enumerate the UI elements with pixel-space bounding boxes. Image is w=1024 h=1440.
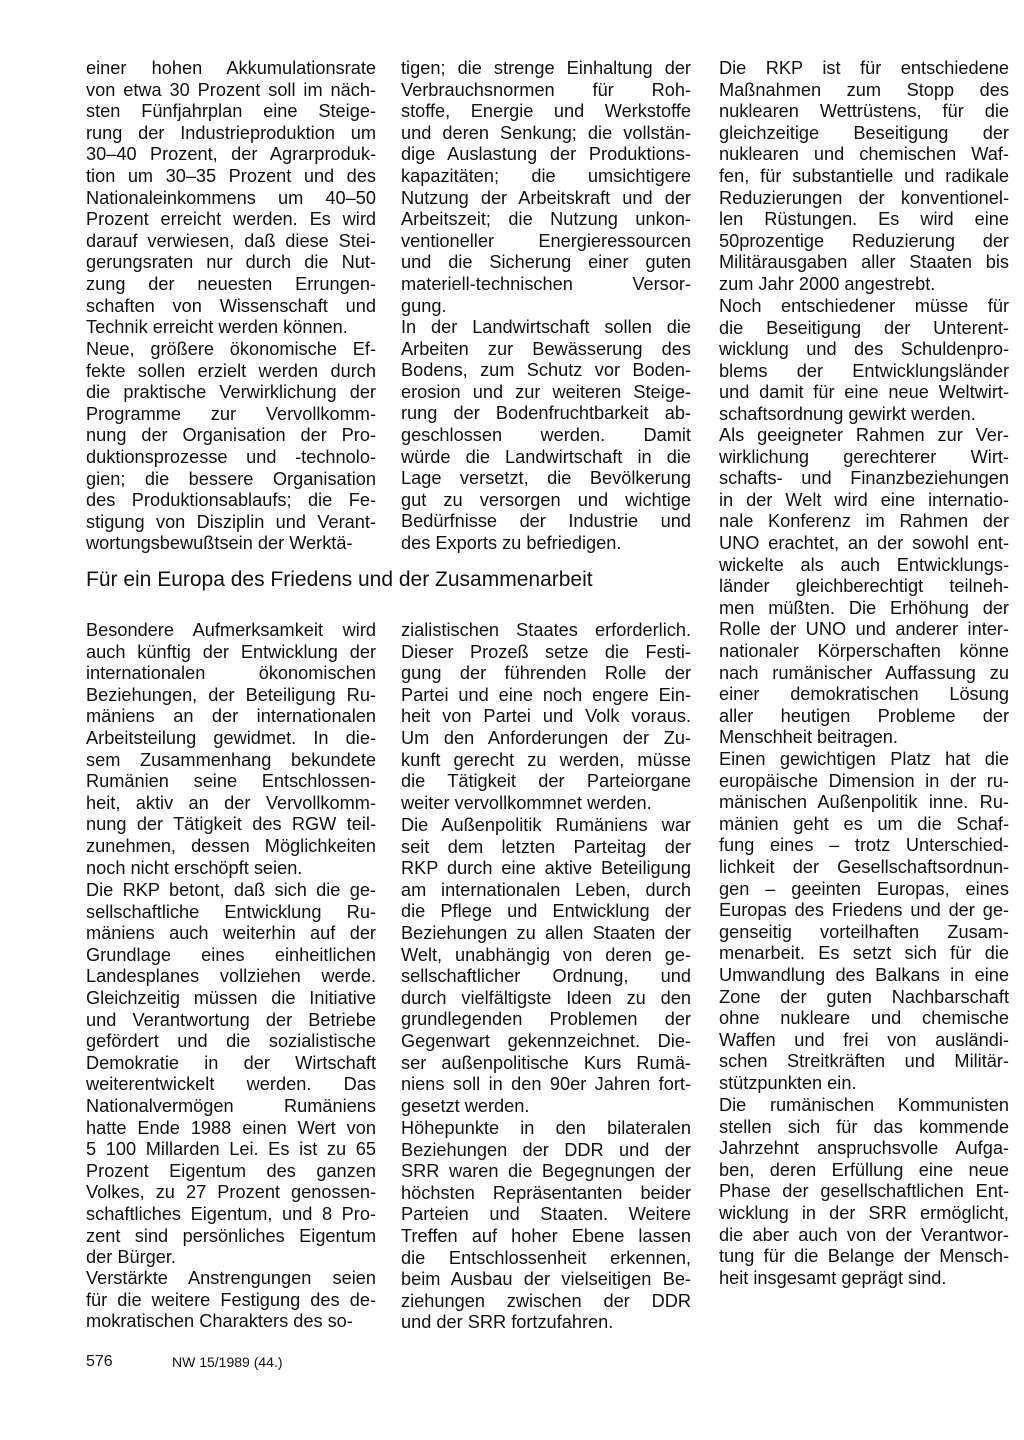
text-line: Verstärkte Anstrengungen seien: [86, 1268, 376, 1288]
text-line: fekte sollen erzielt werden durch: [86, 360, 376, 381]
text-line: weiter vervollkommnet werden.: [401, 792, 652, 813]
paragraph: [719, 749, 1009, 1095]
paragraph: [86, 1268, 376, 1333]
text-line: durch vielfältigste Ideen zu den: [401, 987, 691, 1008]
text-line: die praktische Verwirklichung der: [86, 382, 376, 403]
text-line: wortungsbewußtsein der Werktä-: [86, 533, 353, 554]
paragraph: [401, 58, 691, 317]
text-line: und der SRR fortzufahren.: [401, 1312, 614, 1333]
text-line: Parteien und Staaten. Weitere: [401, 1204, 691, 1225]
text-line: fen, für substantielle und radikale: [719, 165, 1009, 186]
text-line: am internationalen Leben, durch: [401, 879, 691, 900]
text-line: gesetzt werden.: [401, 1095, 530, 1116]
text-line: 5 100 Millarden Lei. Es ist zu 65: [86, 1139, 376, 1160]
publication-reference: NW 15/1989 (44.): [172, 1354, 283, 1370]
text-line: ohne nukleare und chemische: [719, 1008, 1009, 1029]
text-line: heit insgesamt geprägt sind.: [719, 1267, 947, 1288]
text-line: Beziehungen der DDR und der: [401, 1139, 691, 1160]
text-line: weiterentwickelt werden. Das: [86, 1074, 376, 1095]
text-line: Rumänien seine Entschlossen-: [86, 771, 376, 792]
text-line: nach rumänischer Auffassung zu: [719, 662, 1009, 683]
text-line: geschlossen werden. Damit: [401, 424, 691, 445]
text-line: Treffen auf hoher Ebene lassen: [401, 1225, 691, 1246]
text-line: 30–40 Prozent, der Agrarproduk-: [86, 144, 376, 165]
text-line: Waffen und frei von ausländi-: [719, 1029, 1009, 1050]
text-line: niens soll in den 90er Jahren fort-: [401, 1074, 691, 1095]
text-line: Partei und eine noch engere Ein-: [401, 684, 691, 705]
text-line: schaftliches Eigentum, und 8 Pro-: [86, 1203, 376, 1224]
text-line: Gegenwart gekennzeichnet. Die-: [401, 1030, 691, 1051]
text-line: Arbeitszeit; die Nutzung unkon-: [401, 209, 691, 230]
text-line: Nationalvermögen Rumäniens: [86, 1095, 376, 1116]
text-line: gen – geeinten Europas, eines: [719, 878, 1009, 899]
text-line: heit, aktiv an der Vervollkomm-: [86, 792, 376, 813]
text-line: länder gleichberechtigt teilneh-: [719, 576, 1009, 597]
text-line: SRR waren die Begegnungen der: [401, 1161, 691, 1182]
text-line: noch nicht erschöpft seien.: [86, 857, 303, 878]
text-line: aller heutigen Probleme der: [719, 705, 1009, 726]
text-line: materiell-technischen Versor-: [401, 273, 691, 294]
text-line: Noch entschiedener müsse für: [719, 296, 1009, 316]
text-line: sem Zusammenhang bekundete: [86, 749, 376, 770]
text-line: Neue, größere ökonomische Ef-: [86, 339, 376, 359]
text-line: wickelte als auch Entwicklungs-: [719, 554, 1009, 575]
text-line: wirklichung gerechterer Wirt-: [719, 446, 1009, 467]
text-line: heit von Partei und Volk voraus.: [401, 706, 691, 727]
text-line: schaftsordnung gewirkt werden.: [719, 403, 976, 424]
text-line: tigen; die strenge Einhaltung der: [401, 58, 691, 78]
text-line: Die RKP betont, daß sich die ge-: [86, 880, 376, 900]
text-line: gung.: [401, 295, 447, 316]
text-line: schaften von Wissenschaft und: [86, 295, 376, 316]
text-line: der Bürger.: [86, 1247, 176, 1268]
paragraph: [401, 620, 691, 814]
paragraph: [86, 339, 376, 555]
text-line: darauf verwiesen, daß diese Stei-: [86, 230, 376, 251]
text-line: Maßnahmen zum Stopp des: [719, 79, 1009, 100]
text-line: auch künftig der Entwicklung der: [86, 641, 376, 662]
text-line: Besondere Aufmerksamkeit wird: [86, 620, 376, 640]
text-line: gleichzeitige Beseitigung der: [719, 122, 1009, 143]
text-line: wicklung in der SRR ermöglicht,: [719, 1202, 1009, 1223]
text-line: Gleichzeitig müssen die Initiative: [86, 987, 376, 1008]
text-line: zunehmen, dessen Möglichkeiten: [86, 835, 376, 856]
text-line: Reduzierungen der konventionel-: [719, 187, 1009, 208]
paragraph: [401, 317, 691, 555]
paragraph: [86, 620, 376, 879]
text-line: sellschaftliche Entwicklung Ru-: [86, 901, 376, 922]
text-line: Lage versetzt, die Bevölkerung: [401, 468, 691, 489]
text-line: 50prozentige Reduzierung der: [719, 230, 1009, 251]
text-line: Landesplanes vollziehen werde.: [86, 966, 376, 987]
text-line: stoffe, Energie und Werkstoffe: [401, 101, 691, 122]
paragraph: [719, 425, 1009, 749]
text-line: Welt, unabhängig von deren ge-: [401, 944, 691, 965]
text-line: Beziehungen zu allen Staaten der: [401, 922, 691, 943]
text-line: wicklung und des Schuldenpro-: [719, 339, 1009, 360]
paragraph: [86, 58, 376, 339]
text-line: zung der neuesten Errungen-: [86, 273, 376, 294]
text-line: gefördert und die sozialistische: [86, 1031, 376, 1052]
text-line: zialistischen Staates erforderlich.: [401, 620, 691, 640]
text-line: nale Konferenz im Rahmen der: [719, 511, 1009, 532]
text-line: menarbeit. Es setzt sich für die: [719, 943, 1009, 964]
text-line: mänien geht es um die Schaf-: [719, 813, 1009, 834]
text-line: In der Landwirtschaft sollen die: [401, 317, 691, 337]
text-line: Arbeitsteilung gewidmet. In die-: [86, 727, 376, 748]
text-line: Die Außenpolitik Rumäniens war: [401, 815, 691, 835]
text-line: genseitig vorteilhaften Zusam-: [719, 921, 1009, 942]
text-line: höchsten Repräsentanten beider: [401, 1182, 691, 1203]
text-line: Verbrauchsnormen für Roh-: [401, 79, 691, 100]
paragraph: [401, 1118, 691, 1334]
text-line: RKP durch eine aktive Beteiligung: [401, 858, 691, 879]
text-line: internationalen ökonomischen: [86, 663, 376, 684]
text-line: des Produktionsablaufs; die Fe-: [86, 490, 376, 511]
text-line: stigung von Disziplin und Verant-: [86, 511, 376, 532]
text-line: sellschaftlicher Ordnung, und: [401, 966, 691, 987]
text-line: stellen sich für das kommende: [719, 1116, 1009, 1137]
text-line: UNO erachtet, an der sowohl ent-: [719, 532, 1009, 553]
text-line: Zone der guten Nachbarschaft: [719, 986, 1009, 1007]
text-line: Umwandlung des Balkans in eine: [719, 964, 1009, 985]
text-line: mäniens an der internationalen: [86, 706, 376, 727]
text-line: nung der Tätigkeit des RGW teil-: [86, 814, 376, 835]
paragraph: [719, 296, 1009, 426]
text-line: des Exports zu befriedigen.: [401, 532, 622, 553]
paragraph: [719, 58, 1009, 296]
text-line: rung der Bodenfruchtbarkeit ab-: [401, 403, 691, 424]
paragraph: [401, 815, 691, 1117]
text-line: die Beseitigung der Unterent-: [719, 317, 1009, 338]
text-line: einer hohen Akkumulationsrate: [86, 58, 376, 78]
text-line: zent sind persönliches Eigentum: [86, 1225, 376, 1246]
text-line: men müßten. Die Erhöhung der: [719, 597, 1009, 618]
text-line: würde die Landwirtschaft in die: [401, 446, 691, 467]
text-line: Prozent erreicht werden. Es wird: [86, 209, 376, 230]
text-line: Prozent Eigentum des ganzen: [86, 1160, 376, 1181]
section-heading: Für ein Europa des Friedens und der Zusammenarbeit: [86, 568, 593, 591]
text-line: und damit für eine neue Weltwirt-: [719, 382, 1009, 403]
text-line: zum Jahr 2000 angestrebt.: [719, 273, 936, 294]
text-line: grundlegenden Problemen der: [401, 1009, 691, 1030]
text-line: gung der führenden Rolle der: [401, 663, 691, 684]
text-line: mäniens auch weiterhin auf der: [86, 923, 376, 944]
text-line: ventioneller Energieressourcen: [401, 230, 691, 251]
text-line: Europas des Friedens und der ge-: [719, 900, 1009, 921]
text-line: Demokratie in der Wirtschaft: [86, 1052, 376, 1073]
text-line: sten Fünfjahrplan eine Steige-: [86, 101, 376, 122]
text-line: erosion und zur weiteren Steige-: [401, 381, 691, 402]
text-line: nuklearen Wettrüstens, für die: [719, 101, 1009, 122]
text-line: die Entschlossenheit erkennen,: [401, 1247, 691, 1268]
text-line: die aber auch von der Verantwor-: [719, 1224, 1009, 1245]
text-line: Als geeigneter Rahmen zur Ver-: [719, 425, 1009, 445]
text-line: gien; die bessere Organisation: [86, 468, 376, 489]
text-line: Volkes, zu 27 Prozent genossen-: [86, 1182, 376, 1203]
text-line: seit dem letzten Parteitag der: [401, 836, 691, 857]
text-line: Höhepunkte in den bilateralen: [401, 1118, 691, 1138]
text-line: dige Auslastung der Produktions-: [401, 144, 691, 165]
text-line: kapazitäten; die umsichtigere: [401, 165, 691, 186]
text-line: len Rüstungen. Es wird eine: [719, 209, 1009, 230]
text-line: stützpunkten ein.: [719, 1072, 857, 1093]
text-line: europäische Dimension in der ru-: [719, 770, 1009, 791]
paragraph: [719, 1095, 1009, 1289]
text-line: Um den Anforderungen der Zu-: [401, 727, 691, 748]
text-line: Bedürfnisse der Industrie und: [401, 511, 691, 532]
text-line: Einen gewichtigen Platz hat die: [719, 749, 1009, 769]
text-line: rung der Industrieproduktion um: [86, 122, 376, 143]
page-number: 576: [86, 1353, 113, 1370]
text-line: Nutzung der Arbeitskraft und der: [401, 187, 691, 208]
text-line: hatte Ende 1988 einen Wert von: [86, 1117, 376, 1138]
text-line: Die RKP ist für entschiedene: [719, 58, 1009, 78]
text-line: Jahrzehnt anspruchsvolle Aufga-: [719, 1138, 1009, 1159]
text-line: kunft gerecht zu werden, müsse: [401, 749, 691, 770]
text-line: blems der Entwicklungsländer: [719, 360, 1009, 381]
text-line: nationaler Körperschaften könne: [719, 640, 1009, 661]
text-line: Programme zur Vervollkomm-: [86, 403, 376, 424]
text-line: gerungsraten nur durch die Nut-: [86, 252, 376, 273]
text-line: lichkeit der Gesellschaftsordnun-: [719, 856, 1009, 877]
text-line: in der Welt wird eine internatio-: [719, 489, 1009, 510]
text-line: und die Sicherung einer guten: [401, 252, 691, 273]
text-line: die Pflege und Entwicklung der: [401, 901, 691, 922]
text-line: nung der Organisation der Pro-: [86, 425, 376, 446]
text-line: ben, deren Erfüllung eine neue: [719, 1159, 1009, 1180]
text-line: beim Ausbau der vielseitigen Be-: [401, 1269, 691, 1290]
text-line: Dieser Prozeß setze die Festi-: [401, 641, 691, 662]
text-line: mokratischen Charakters des so-: [86, 1311, 353, 1332]
text-line: schafts- und Finanzbeziehungen: [719, 468, 1009, 489]
text-line: Phase der gesellschaftlichen Ent-: [719, 1181, 1009, 1202]
text-line: schen Streitkräften und Militär-: [719, 1051, 1009, 1072]
text-line: Rolle der UNO und anderer inter-: [719, 619, 1009, 640]
text-line: ziehungen zwischen der DDR: [401, 1290, 691, 1311]
text-line: und Verantwortung der Betriebe: [86, 1009, 376, 1030]
text-line: duktionsprozesse und -technolo-: [86, 446, 376, 467]
text-line: Grundlage eines einheitlichen: [86, 944, 376, 965]
text-line: fung eines – trotz Unterschied-: [719, 835, 1009, 856]
text-line: tion um 30–35 Prozent und des: [86, 165, 376, 186]
text-line: nuklearen und chemischen Waf-: [719, 144, 1009, 165]
text-line: Nationaleinkommens um 40–50: [86, 187, 376, 208]
text-line: Menschheit beitragen.: [719, 727, 898, 748]
text-line: Technik erreicht werden können.: [86, 317, 348, 338]
paragraph: [86, 880, 376, 1269]
text-line: Militärausgaben aller Staaten bis: [719, 252, 1009, 273]
text-line: mänischen Außenpolitik inne. Ru-: [719, 792, 1009, 813]
text-line: Bodens, zum Schutz vor Boden-: [401, 360, 691, 381]
text-line: Beziehungen, der Beteiligung Ru-: [86, 684, 376, 705]
text-line: tung für die Belange der Mensch-: [719, 1246, 1009, 1267]
text-line: die Tätigkeit der Parteiorgane: [401, 771, 691, 792]
text-line: ser außenpolitische Kurs Rumä-: [401, 1052, 691, 1073]
text-line: gut zu versorgen und wichtige: [401, 489, 691, 510]
text-line: einer demokratischen Lösung: [719, 684, 1009, 705]
text-line: Arbeiten zur Bewässerung des: [401, 338, 691, 359]
text-line: und deren Senkung; die vollstän-: [401, 122, 691, 143]
text-line: für die weitere Festigung des de-: [86, 1289, 376, 1310]
text-line: von etwa 30 Prozent soll im näch-: [86, 79, 376, 100]
text-line: Die rumänischen Kommunisten: [719, 1095, 1009, 1115]
